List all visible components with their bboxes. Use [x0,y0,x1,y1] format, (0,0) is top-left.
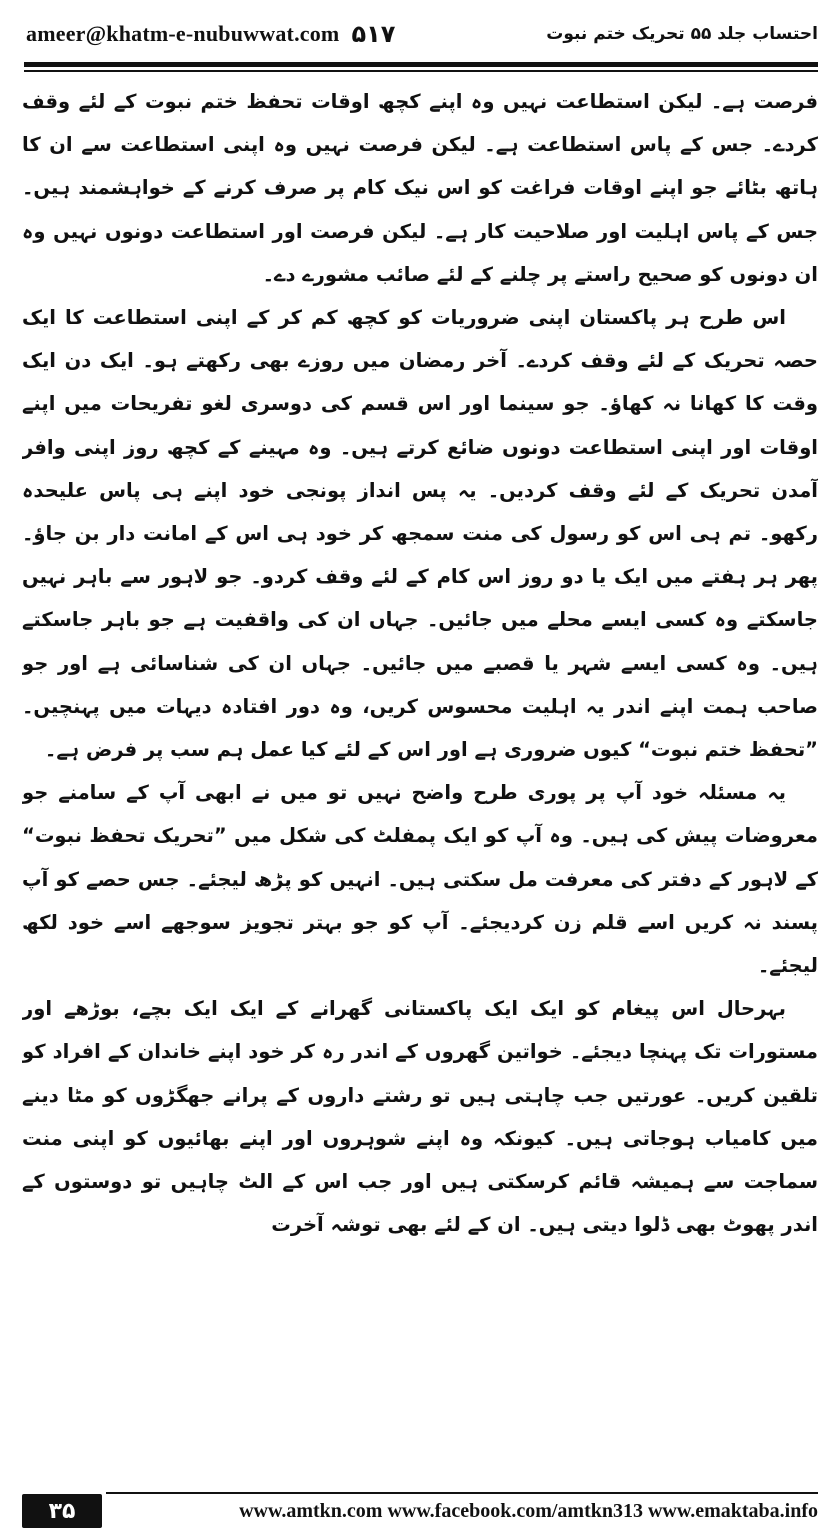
paragraph-3: یہ مسئلہ خود آپ پر پوری طرح واضح نہیں تو میں نے ابھی آپ کے سامنے جو معروضات پیش کی ہیں۔ وہ آپ کو ایک پمفلٹ کی شکل میں ”تحریک تحفظ نبوت“ کے لاہور کے دفتر کی معرفت مل سکتی ہیں۔ انہیں کو پڑھ لیجئے۔ جس حصے کو آپ پسند نہ کریں اسے قلم زن کردیجئے۔ آپ کو جو بہتر تجویز سوجھے اسے خود لکھ لیجئے۔ [22,781,818,978]
header-email: ameer@khatm-e-nubuwwat.com [26,21,340,46]
page-number: ۵۱۷ [351,20,396,48]
body-text [22,80,818,1470]
page-footer [22,1490,818,1532]
paragraph-1: فرصت ہے۔ لیکن استطاعت نہیں وہ اپنے کچھ اوقات تحفظ ختم نبوت کے لئے وقف کردے۔ جس کے پاس استطاعت ہے۔ لیکن فرصت نہیں وہ اپنی استطاعت سے ان کا ہاتھ بٹائے جو اپنے اوقات فراغت کو اس نیک کام پر صرف کرنے کے خواہشمند ہیں۔ جس کے پاس اہلیت اور صلاحیت کار ہے۔ لیکن فرصت اور استطاعت دونوں نہیں وہ ان دونوں کو صحیح راستے پر چلنے کے لئے صائب مشورے دے۔ [22,90,818,286]
footer-page-badge: ۳۵ [22,1494,102,1528]
page-header [26,14,818,54]
footer-links: www.amtkn.com www.facebook.com/amtkn313 www.emaktaba.info [239,1500,818,1522]
paragraph-4: بہرحال اس پیغام کو ایک ایک پاکستانی گھرانے کے ایک ایک بچے، بوڑھے اور مستورات تک پہنچا دیجئے۔ خواتین گھروں کے اندر رہ کر خود اپنے خاندان کے افراد کو تلقین کریں۔ عورتیں جب چاہتی ہیں تو رشتے داروں کے پرانے جھگڑوں کو مٹا دینے میں کامیاب ہوجاتی ہیں۔ کیونکہ وہ اپنے شوہروں اور اپنے بھائیوں کو اپنی منت سماجت سے ہمیشہ قائم کرسکتی ہیں اور جب اس کے الٹ چاہیں تو دوستوں کے اندر پھوٹ بھی ڈلوا دیتی ہیں۔ ان کے لئے بھی توشہ آخرت [22,997,818,1237]
running-title: احتساب جلد ۵۵ تحریک ختم نبوت [546,24,818,44]
header-left-group [26,20,395,48]
footer-rule [106,1492,818,1494]
header-rule-thick [24,62,818,67]
header-rule-thin [24,70,818,72]
paragraph-2: اس طرح ہر پاکستان اپنی ضروریات کو کچھ کم کر کے اپنی استطاعت کا ایک حصہ تحریک کے لئے وقف کردے۔ آخر رمضان میں روزے بھی رکھتے ہو۔ ایک دن ایک وقت کا کھانا نہ کھاؤ۔ جو سینما اور اس قسم کی دوسری لغو تفریحات میں اپنے اوقات اور اپنی استطاعت دونوں ضائع کرتے ہیں۔ وہ مہینے کے کچھ روز اپنی وافر آمدن تحریک کے لئے وقف کردیں۔ یہ پس انداز پونجی خود اپنے ہی پاس علیحدہ رکھو۔ تم ہی اس کو رسول کی منت سمجھ کر خود ہی اس کے امانت دار بن جاؤ۔ پھر ہر ہفتے میں ایک یا دو روز اس کام کے لئے وقف کردو۔ جو لاہور سے باہر نہیں جاسکتے وہ کسی ایسے محلے میں جائیں۔ جہاں ان کی واقفیت ہے جو باہر جاسکتے ہیں۔ وہ کسی ایسے شہر یا قصبے میں جائیں۔ جہاں ان کی شناسائی ہے اور جو صاحب ہمت اپنے اندر یہ اہلیت محسوس کریں، وہ دور افتادہ دیہات میں پہنچیں۔ ”تحفظ ختم نبوت“ کیوں ضروری ہے اور اس کے لئے کیا عمل ہم سب پر فرض ہے۔ [22,306,818,762]
